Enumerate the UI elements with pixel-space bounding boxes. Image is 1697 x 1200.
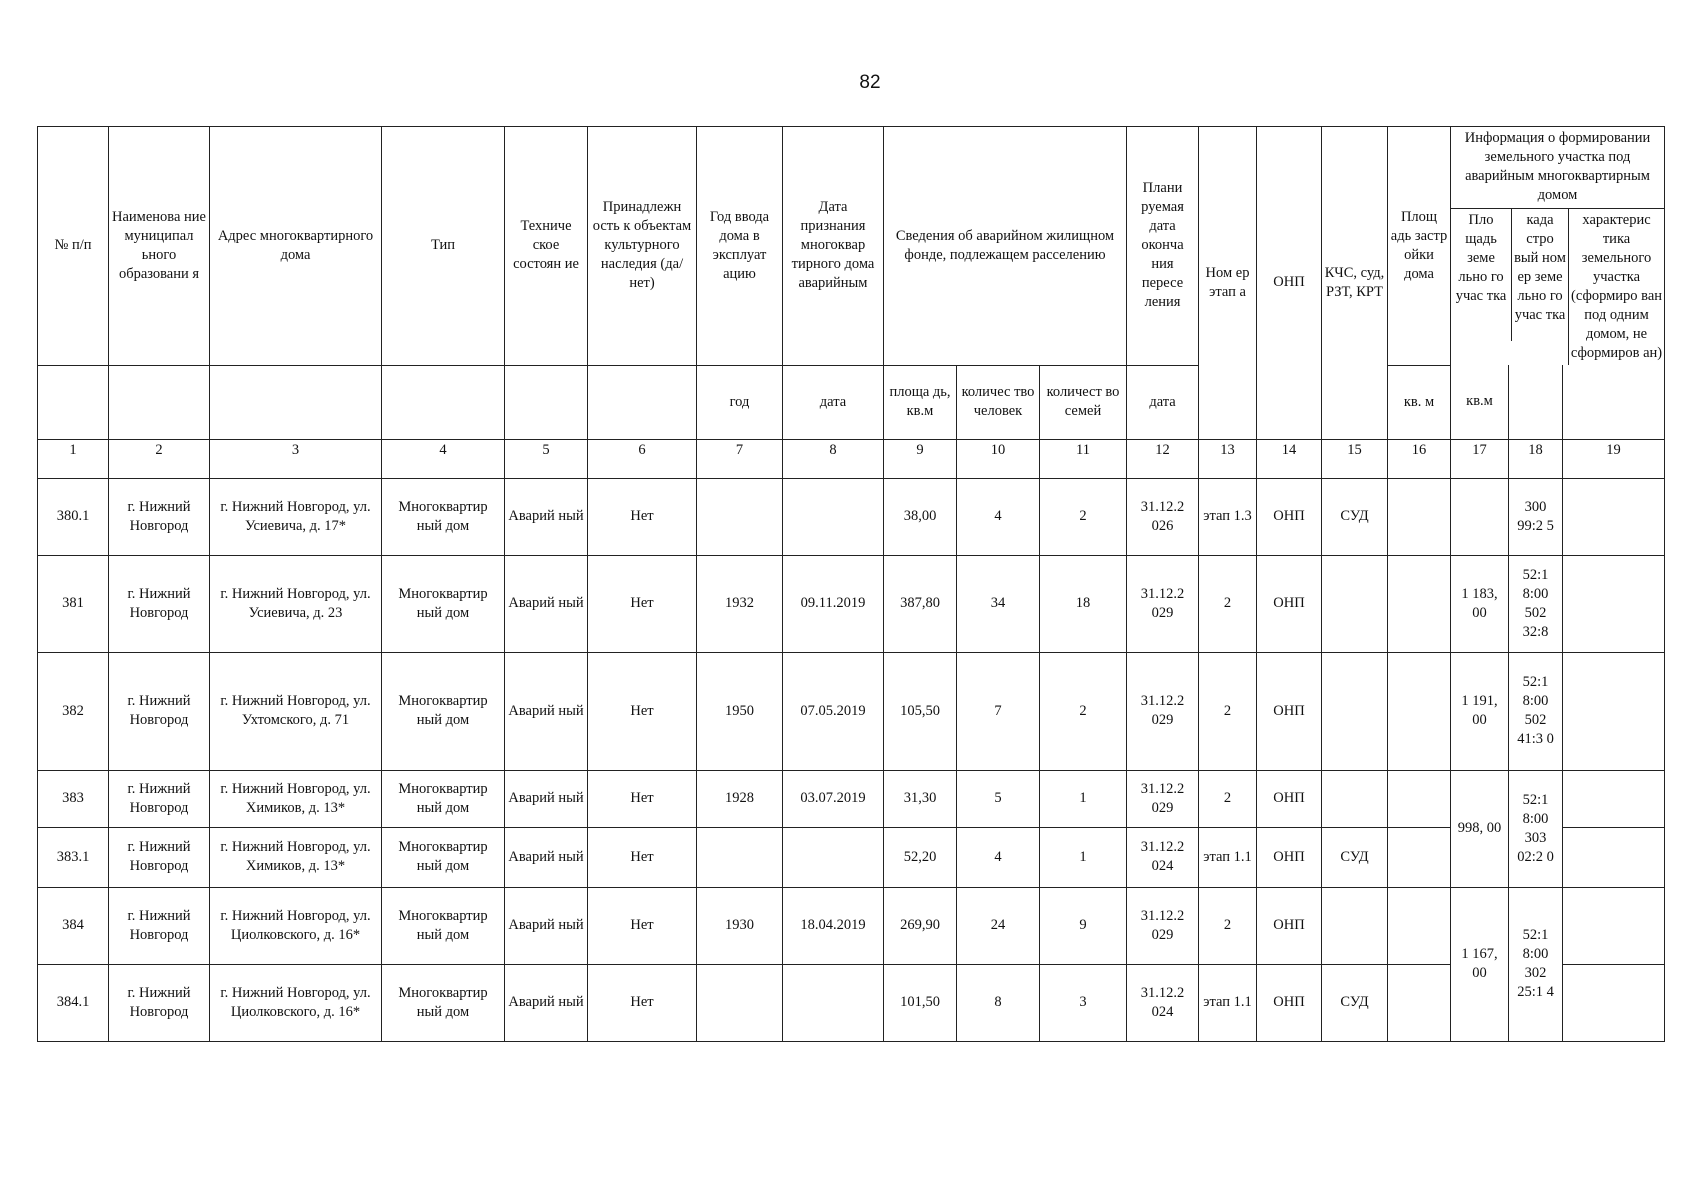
- column-number: 10: [957, 439, 1040, 478]
- column-number: 8: [783, 439, 884, 478]
- cell-municipality: г. Нижний Новгород: [109, 555, 210, 652]
- column-number: 12: [1127, 439, 1199, 478]
- cell-built-area: [1388, 652, 1451, 770]
- cell-type: Многоквартир ный дом: [382, 478, 505, 555]
- cell-people: 8: [957, 964, 1040, 1041]
- cell-type: Многоквартир ный дом: [382, 770, 505, 827]
- column-number: 11: [1040, 439, 1127, 478]
- cell-num: 384.1: [38, 964, 109, 1041]
- header-num: № п/п: [38, 127, 109, 366]
- table-row: [38, 652, 1665, 770]
- cell-land-char: [1563, 770, 1665, 827]
- cell-people: 24: [957, 887, 1040, 964]
- cell-families: 18: [1040, 555, 1127, 652]
- subheader-land-char: [1563, 365, 1665, 439]
- cell-area: 269,90: [884, 887, 957, 964]
- cell-state: Аварий ный: [505, 770, 588, 827]
- cell-num: 384: [38, 887, 109, 964]
- column-number: 1: [38, 439, 109, 478]
- cell-kchs: СУД: [1322, 478, 1388, 555]
- cell-built-area: [1388, 827, 1451, 887]
- cell-land-area: 1 183, 00: [1451, 555, 1509, 652]
- cell-planned-date: 31.12.2 024: [1127, 964, 1199, 1041]
- table-row: [38, 555, 1665, 652]
- cell-built-area: [1388, 770, 1451, 827]
- column-number: 19: [1563, 439, 1665, 478]
- cell-heritage: Нет: [588, 555, 697, 652]
- cell-cadastral: 300 99:2 5: [1509, 478, 1563, 555]
- cell-stage: 2: [1199, 770, 1257, 827]
- cell-num: 383.1: [38, 827, 109, 887]
- cell-heritage: Нет: [588, 887, 697, 964]
- cell-planned-date: 31.12.2 029: [1127, 555, 1199, 652]
- cell-year: [697, 827, 783, 887]
- cell-num: 380.1: [38, 478, 109, 555]
- header-heritage: Принадлежн ость к объектам культурного наследия (да/нет): [588, 127, 697, 366]
- cell-stage: 2: [1199, 555, 1257, 652]
- cell-built-area: [1388, 555, 1451, 652]
- subheader-families: количест во семей: [1040, 365, 1127, 439]
- cell-planned-date: 31.12.2 024: [1127, 827, 1199, 887]
- table-row: [38, 770, 1665, 827]
- cell-stage: 2: [1199, 887, 1257, 964]
- cell-land-char: [1563, 887, 1665, 964]
- cell-state: Аварий ный: [505, 555, 588, 652]
- header-land-char: характерис тика земельного участка (сформиро ван под одним домом, не сформиров ан): [1570, 212, 1663, 361]
- cell-municipality: г. Нижний Новгород: [109, 964, 210, 1041]
- cell-people: 4: [957, 478, 1040, 555]
- header-built-area: Площ адь застр ойки дома: [1388, 127, 1451, 366]
- cell-cadastral: 52:1 8:00 502 41:3 0: [1509, 652, 1563, 770]
- cell-families: 1: [1040, 827, 1127, 887]
- cell-date: [783, 827, 884, 887]
- cell-land-char: [1563, 652, 1665, 770]
- header-land-info-title: Информация о формировании земельного участка под аварийным многоквартирным домом: [1451, 127, 1664, 209]
- cell-land-area-merged: 1 167, 00: [1451, 887, 1509, 1041]
- subheader-area: площа дь, кв.м: [884, 365, 957, 439]
- subheader-date: дата: [783, 365, 884, 439]
- header-recognition-date: Дата признания многоквар тирного дома аварийным: [783, 127, 884, 366]
- cell-kchs: СУД: [1322, 964, 1388, 1041]
- cell-onp: ОНП: [1257, 770, 1322, 827]
- column-number: 18: [1509, 439, 1563, 478]
- cell-year: 1932: [697, 555, 783, 652]
- cell-date: 07.05.2019: [783, 652, 884, 770]
- cell-num: 382: [38, 652, 109, 770]
- cell-type: Многоквартир ный дом: [382, 887, 505, 964]
- cell-municipality: г. Нижний Новгород: [109, 827, 210, 887]
- cell-date: 09.11.2019: [783, 555, 884, 652]
- cell-cadastral-merged: 52:1 8:00 302 25:1 4: [1509, 887, 1563, 1041]
- header-address: Адрес многоквартирного дома: [210, 127, 382, 366]
- cell-type: Многоквартир ный дом: [382, 964, 505, 1041]
- header-cadastral: када стро вый ном ер земе льно го учас тка: [1512, 209, 1569, 365]
- cell-municipality: г. Нижний Новгород: [109, 478, 210, 555]
- column-number: 6: [588, 439, 697, 478]
- cell-land-area: [1451, 478, 1509, 555]
- cell-municipality: г. Нижний Новгород: [109, 887, 210, 964]
- cell-planned-date: 31.12.2 026: [1127, 478, 1199, 555]
- cell-cadastral: 52:1 8:00 502 32:8: [1509, 555, 1563, 652]
- header-num-cont: [38, 365, 109, 439]
- column-number: 5: [505, 439, 588, 478]
- cell-planned-date: 31.12.2 029: [1127, 887, 1199, 964]
- header-state-cont: [505, 365, 588, 439]
- subheader-cadastral: [1509, 365, 1563, 439]
- cell-onp: ОНП: [1257, 478, 1322, 555]
- cell-built-area: [1388, 478, 1451, 555]
- cell-state: Аварий ный: [505, 887, 588, 964]
- cell-address: г. Нижний Новгород, ул. Химиков, д. 13*: [210, 827, 382, 887]
- header-year: Год ввода дома в эксплуат ацию: [697, 127, 783, 366]
- header-type: Тип: [382, 127, 505, 366]
- header-land-info: [1451, 127, 1665, 366]
- cell-onp: ОНП: [1257, 887, 1322, 964]
- cell-year: [697, 478, 783, 555]
- subheader-row: [38, 365, 1665, 439]
- cell-land-char: [1563, 827, 1665, 887]
- cell-heritage: Нет: [588, 827, 697, 887]
- cell-families: 9: [1040, 887, 1127, 964]
- header-type-cont: [382, 365, 505, 439]
- cell-state: Аварий ный: [505, 964, 588, 1041]
- column-number: 17: [1451, 439, 1509, 478]
- header-address-cont: [210, 365, 382, 439]
- cell-year: 1950: [697, 652, 783, 770]
- column-number: 16: [1388, 439, 1451, 478]
- table-row: [38, 478, 1665, 555]
- cell-area: 105,50: [884, 652, 957, 770]
- cell-address: г. Нижний Новгород, ул. Циолковского, д. 16*: [210, 887, 382, 964]
- cell-heritage: Нет: [588, 652, 697, 770]
- cell-state: Аварий ный: [505, 652, 588, 770]
- cell-kchs: [1322, 887, 1388, 964]
- cell-date: [783, 964, 884, 1041]
- subheader-land-area: кв.м: [1451, 365, 1509, 439]
- cell-onp: ОНП: [1257, 827, 1322, 887]
- subheader-planned-date: дата: [1127, 365, 1199, 439]
- cell-year: 1928: [697, 770, 783, 827]
- header-planned-date: Плани руемая дата оконча ния пересе ления: [1127, 127, 1199, 366]
- column-number: 7: [697, 439, 783, 478]
- header-row: [38, 127, 1665, 366]
- cell-stage: этап 1.1: [1199, 827, 1257, 887]
- table-row: [38, 887, 1665, 964]
- cell-municipality: г. Нижний Новгород: [109, 652, 210, 770]
- header-state: Техниче ское состоян ие: [505, 127, 588, 366]
- table-row: [38, 827, 1665, 887]
- column-number-row: [38, 439, 1665, 478]
- cell-onp: ОНП: [1257, 652, 1322, 770]
- cell-date: [783, 478, 884, 555]
- cell-area: 31,30: [884, 770, 957, 827]
- cell-onp: ОНП: [1257, 555, 1322, 652]
- cell-families: 2: [1040, 478, 1127, 555]
- cell-address: г. Нижний Новгород, ул. Усиевича, д. 23: [210, 555, 382, 652]
- emergency-housing-table: [37, 126, 1665, 1042]
- header-stage: Ном ер этап а: [1199, 127, 1257, 440]
- cell-cadastral-merged: 52:1 8:00 303 02:2 0: [1509, 770, 1563, 887]
- cell-type: Многоквартир ный дом: [382, 652, 505, 770]
- cell-built-area: [1388, 887, 1451, 964]
- cell-area: 101,50: [884, 964, 957, 1041]
- cell-type: Многоквартир ный дом: [382, 827, 505, 887]
- cell-year: [697, 964, 783, 1041]
- cell-planned-date: 31.12.2 029: [1127, 770, 1199, 827]
- subheader-built-area: кв. м: [1388, 365, 1451, 439]
- cell-stage: этап 1.1: [1199, 964, 1257, 1041]
- cell-onp: ОНП: [1257, 964, 1322, 1041]
- cell-people: 7: [957, 652, 1040, 770]
- column-number: 2: [109, 439, 210, 478]
- column-number: 14: [1257, 439, 1322, 478]
- header-kchs: КЧС, суд, РЗТ, КРТ: [1322, 127, 1388, 440]
- cell-area: 387,80: [884, 555, 957, 652]
- cell-area: 52,20: [884, 827, 957, 887]
- cell-address: г. Нижний Новгород, ул. Циолковского, д. 16*: [210, 964, 382, 1041]
- cell-state: Аварий ный: [505, 827, 588, 887]
- column-number: 3: [210, 439, 382, 478]
- cell-land-char: [1563, 478, 1665, 555]
- cell-type: Многоквартир ный дом: [382, 555, 505, 652]
- subheader-people: количес тво человек: [957, 365, 1040, 439]
- header-municipality-cont: [109, 365, 210, 439]
- column-number: 15: [1322, 439, 1388, 478]
- cell-kchs: [1322, 770, 1388, 827]
- header-fund-info: Сведения об аварийном жилищном фонде, подлежащем расселению: [884, 127, 1127, 366]
- cell-people: 5: [957, 770, 1040, 827]
- cell-kchs: [1322, 652, 1388, 770]
- cell-stage: 2: [1199, 652, 1257, 770]
- subheader-year: год: [697, 365, 783, 439]
- cell-stage: этап 1.3: [1199, 478, 1257, 555]
- cell-date: 03.07.2019: [783, 770, 884, 827]
- cell-families: 3: [1040, 964, 1127, 1041]
- cell-kchs: СУД: [1322, 827, 1388, 887]
- cell-families: 2: [1040, 652, 1127, 770]
- cell-land-area: 1 191, 00: [1451, 652, 1509, 770]
- cell-num: 381: [38, 555, 109, 652]
- column-number: 13: [1199, 439, 1257, 478]
- header-land-area: Пло щадь земе льно го учас тка: [1451, 209, 1512, 341]
- cell-people: 34: [957, 555, 1040, 652]
- cell-heritage: Нет: [588, 964, 697, 1041]
- cell-area: 38,00: [884, 478, 957, 555]
- cell-families: 1: [1040, 770, 1127, 827]
- column-number: 4: [382, 439, 505, 478]
- page-number: 82: [859, 72, 881, 93]
- cell-planned-date: 31.12.2 029: [1127, 652, 1199, 770]
- cell-num: 383: [38, 770, 109, 827]
- cell-land-char: [1563, 964, 1665, 1041]
- cell-address: г. Нижний Новгород, ул. Ухтомского, д. 71: [210, 652, 382, 770]
- cell-heritage: Нет: [588, 770, 697, 827]
- cell-land-area-merged: 998, 00: [1451, 770, 1509, 887]
- cell-people: 4: [957, 827, 1040, 887]
- header-municipality: Наименова ние муниципал ьного образовани я: [109, 127, 210, 366]
- column-number: 9: [884, 439, 957, 478]
- cell-heritage: Нет: [588, 478, 697, 555]
- cell-address: г. Нижний Новгород, ул. Химиков, д. 13*: [210, 770, 382, 827]
- header-heritage-cont: [588, 365, 697, 439]
- cell-state: Аварий ный: [505, 478, 588, 555]
- cell-municipality: г. Нижний Новгород: [109, 770, 210, 827]
- header-onp: ОНП: [1257, 127, 1322, 440]
- cell-year: 1930: [697, 887, 783, 964]
- cell-built-area: [1388, 964, 1451, 1041]
- table-row: [38, 964, 1665, 1041]
- header-land-subrow: [1451, 209, 1664, 365]
- cell-land-char: [1563, 555, 1665, 652]
- cell-kchs: [1322, 555, 1388, 652]
- cell-address: г. Нижний Новгород, ул. Усиевича, д. 17*: [210, 478, 382, 555]
- cell-date: 18.04.2019: [783, 887, 884, 964]
